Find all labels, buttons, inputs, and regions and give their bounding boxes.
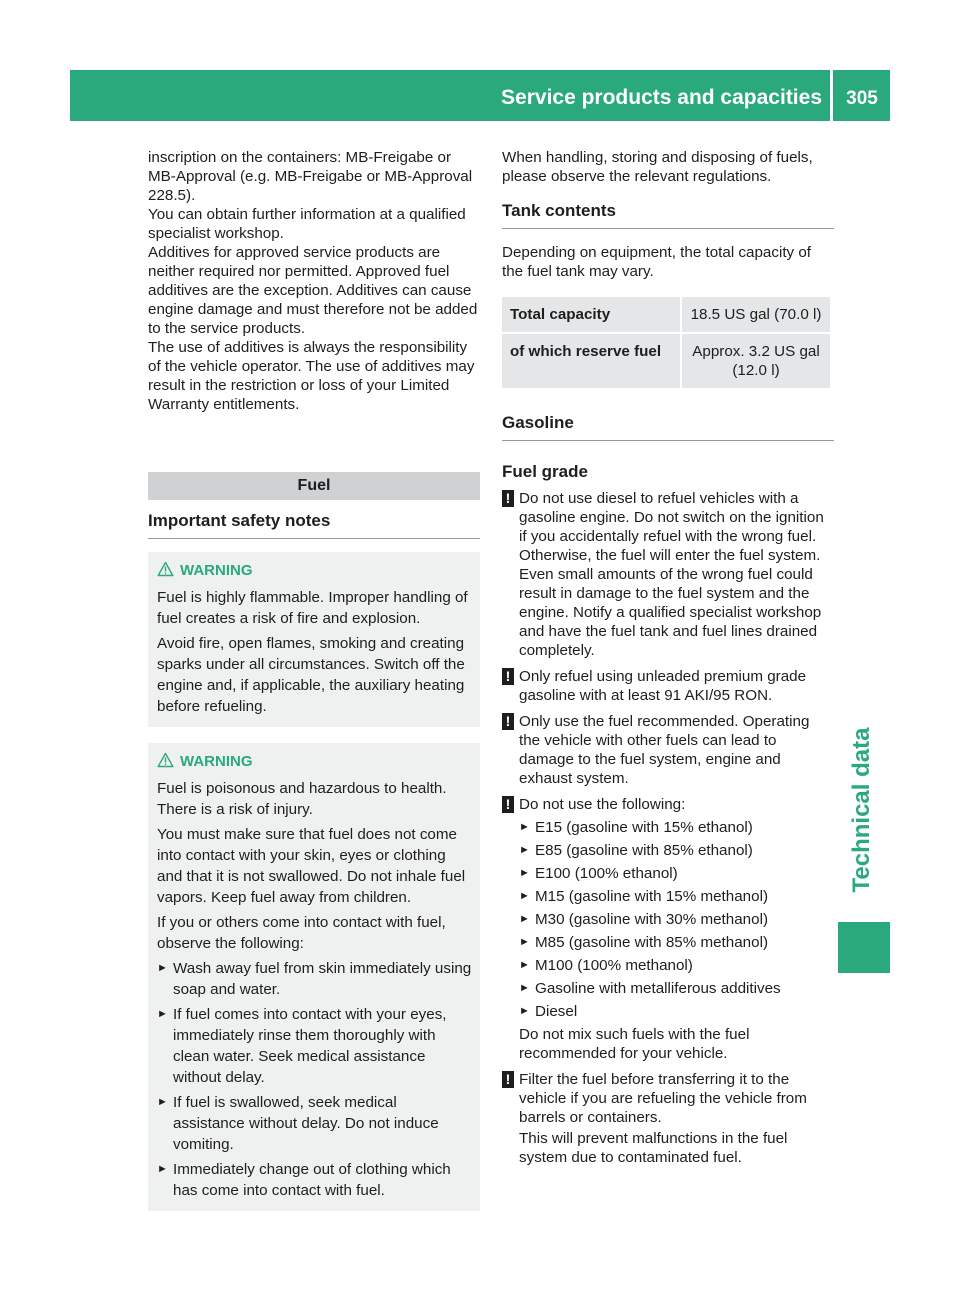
list-item <box>157 1092 472 1155</box>
exclamation-icon: ! <box>502 796 514 813</box>
tank-heading: Tank contents <box>502 200 834 229</box>
triangle-bullet-icon: ► <box>519 959 530 971</box>
list-item-text: M30 (gasoline with 30% methanol) <box>535 911 768 928</box>
triangle-bullet-icon: ► <box>157 1096 168 1108</box>
notice-item <box>502 667 834 705</box>
notice-text: Only refuel using unleaded premium grade gasoline with at least 91 AKI/95 RON. <box>519 668 807 704</box>
list-item <box>502 979 834 998</box>
section-title: Service products and capacities <box>501 86 822 109</box>
warning-box <box>148 552 480 727</box>
paragraph: You can obtain further information at a qualified specialist workshop. <box>148 206 466 242</box>
list-item-text: Wash away fuel from skin immediately using soap and water. <box>173 960 472 998</box>
triangle-bullet-icon: ► <box>157 1163 168 1175</box>
table-row <box>502 334 830 388</box>
side-tab-label: Technical data <box>848 727 875 893</box>
list-item <box>502 910 834 929</box>
notice-text: Filter the fuel before transferring it to the vehicle if you are refueling the vehicle from barrels or containers. <box>519 1071 807 1126</box>
warning-text: If you or others come into contact with fuel, observe the following: <box>157 914 446 952</box>
warning-label: WARNING <box>180 753 253 770</box>
safety-heading: Important safety notes <box>148 510 480 539</box>
table-cell-label: Total capacity <box>502 297 680 332</box>
side-tab-marker <box>838 922 890 973</box>
list-item-text: E85 (gasoline with 85% ethanol) <box>535 842 753 859</box>
warning-triangle-icon <box>157 561 174 577</box>
triangle-bullet-icon: ► <box>519 890 530 902</box>
triangle-bullet-icon: ► <box>157 962 168 974</box>
left-column <box>148 148 480 1211</box>
list-item <box>502 1002 834 1021</box>
fuel-section-bar <box>148 472 480 500</box>
exclamation-icon: ! <box>502 490 514 507</box>
notice-item <box>502 712 834 788</box>
list-item <box>502 841 834 860</box>
table-cell-value: Approx. 3.2 US gal (12.0 l) <box>682 334 830 388</box>
table-cell-value: 18.5 US gal (70.0 l) <box>682 297 830 332</box>
list-item <box>502 956 834 975</box>
notice-text: Do not mix such fuels with the fuel recommended for your vehicle. <box>519 1026 750 1062</box>
gasoline-heading: Gasoline <box>502 412 834 441</box>
list-item-text: E100 (100% ethanol) <box>535 865 678 882</box>
warning-heading <box>157 561 472 580</box>
warning-text: Fuel is highly flammable. Improper handling of fuel creates a risk of fire and explosion. <box>157 589 468 627</box>
list-item <box>157 1159 472 1201</box>
list-item-text: M15 (gasoline with 15% methanol) <box>535 888 768 905</box>
warning-label: WARNING <box>180 562 253 579</box>
list-item-text: If fuel is swallowed, seek medical assistance without delay. Do not induce vomiting. <box>173 1094 439 1153</box>
header-separator <box>830 70 833 121</box>
list-item <box>502 887 834 906</box>
fuel-section-title: Fuel <box>297 477 331 494</box>
warning-text: Fuel is poisonous and hazardous to health. There is a risk of injury. <box>157 780 447 818</box>
list-item-text: M85 (gasoline with 85% methanol) <box>535 934 768 951</box>
triangle-bullet-icon: ► <box>519 844 530 856</box>
page-number: 305 <box>846 88 878 109</box>
list-item <box>502 818 834 837</box>
notice-text: Do not use the following: <box>519 796 686 813</box>
paragraph: The use of additives is always the responsibility of the vehicle operator. The use of additives may result in the restriction or loss of your Limited Warranty entitlements. <box>148 339 475 413</box>
paragraph: Additives for approved service products are neither required nor permitted. Approved fuel additives are the exception. Additives can cause engine damage and must therefore not be added to the service products. <box>148 244 478 337</box>
exclamation-icon: ! <box>502 1071 514 1088</box>
notice-text: Only use the fuel recommended. Operating the vehicle with other fuels can lead to damage to the fuel system, engine and exhaust system. <box>519 713 810 787</box>
paragraph: When handling, storing and disposing of fuels, please observe the relevant regulations. <box>502 149 813 185</box>
notice-text: Do not use diesel to refuel vehicles with a gasoline engine. Do not switch on the ignition if you accidentally refuel with the wrong fuel. Otherwise, the fuel will enter the fuel system. Even small amounts of the wrong fuel could result in damage to the fuel system and the engine. Notify a qualified specialist workshop and have the fuel tank and fuel lines drained completely. <box>519 490 824 659</box>
warning-triangle-icon <box>157 752 174 768</box>
list-item <box>502 933 834 952</box>
triangle-bullet-icon: ► <box>519 913 530 925</box>
list-item-text: E15 (gasoline with 15% ethanol) <box>535 819 753 836</box>
triangle-bullet-icon: ► <box>519 982 530 994</box>
list-item <box>502 864 834 883</box>
list-item <box>157 958 472 1000</box>
list-item-text: M100 (100% methanol) <box>535 957 693 974</box>
notice-item <box>502 489 834 660</box>
notice-item <box>502 795 834 814</box>
notice-item <box>502 1070 834 1127</box>
warning-text: You must make sure that fuel does not come into contact with your skin, eyes or clothing and that it is not swallowed. Do not inhale fuel vapors. Keep fuel away from children. <box>157 826 466 906</box>
list-item-text: Immediately change out of clothing which has come into contact with fuel. <box>173 1161 451 1199</box>
fuel-grade-heading: Fuel grade <box>502 462 588 481</box>
triangle-bullet-icon: ► <box>519 867 530 879</box>
triangle-bullet-icon: ► <box>157 1008 168 1020</box>
tank-table <box>500 295 832 390</box>
warning-text: Avoid fire, open flames, smoking and creating sparks under all circumstances. Switch off the engine and, if applicable, the auxiliary heating before refueling. <box>157 635 465 715</box>
right-column <box>502 148 834 1167</box>
list-item-text: Gasoline with metalliferous additives <box>535 980 781 997</box>
table-row <box>502 297 830 332</box>
triangle-bullet-icon: ► <box>519 821 530 833</box>
triangle-bullet-icon: ► <box>519 1005 530 1017</box>
exclamation-icon: ! <box>502 668 514 685</box>
list-item-text: If fuel comes into contact with your eyes, immediately rinse them thoroughly with clean water. Seek medical assistance without delay. <box>173 1006 447 1086</box>
warning-heading <box>157 752 472 771</box>
triangle-bullet-icon: ► <box>519 936 530 948</box>
paragraph: Depending on equipment, the total capacity of the fuel tank may vary. <box>502 244 812 280</box>
table-cell-label: of which reserve fuel <box>502 334 680 388</box>
list-item-text: Diesel <box>535 1003 578 1020</box>
notice-text: This will prevent malfunctions in the fuel system due to contaminated fuel. <box>519 1130 788 1166</box>
exclamation-icon: ! <box>502 713 514 730</box>
warning-box <box>148 743 480 1211</box>
paragraph: inscription on the containers: MB-Freigabe or MB-Approval (e.g. MB-Freigabe or MB-Approval 228.5). <box>148 149 473 204</box>
list-item <box>157 1004 472 1088</box>
